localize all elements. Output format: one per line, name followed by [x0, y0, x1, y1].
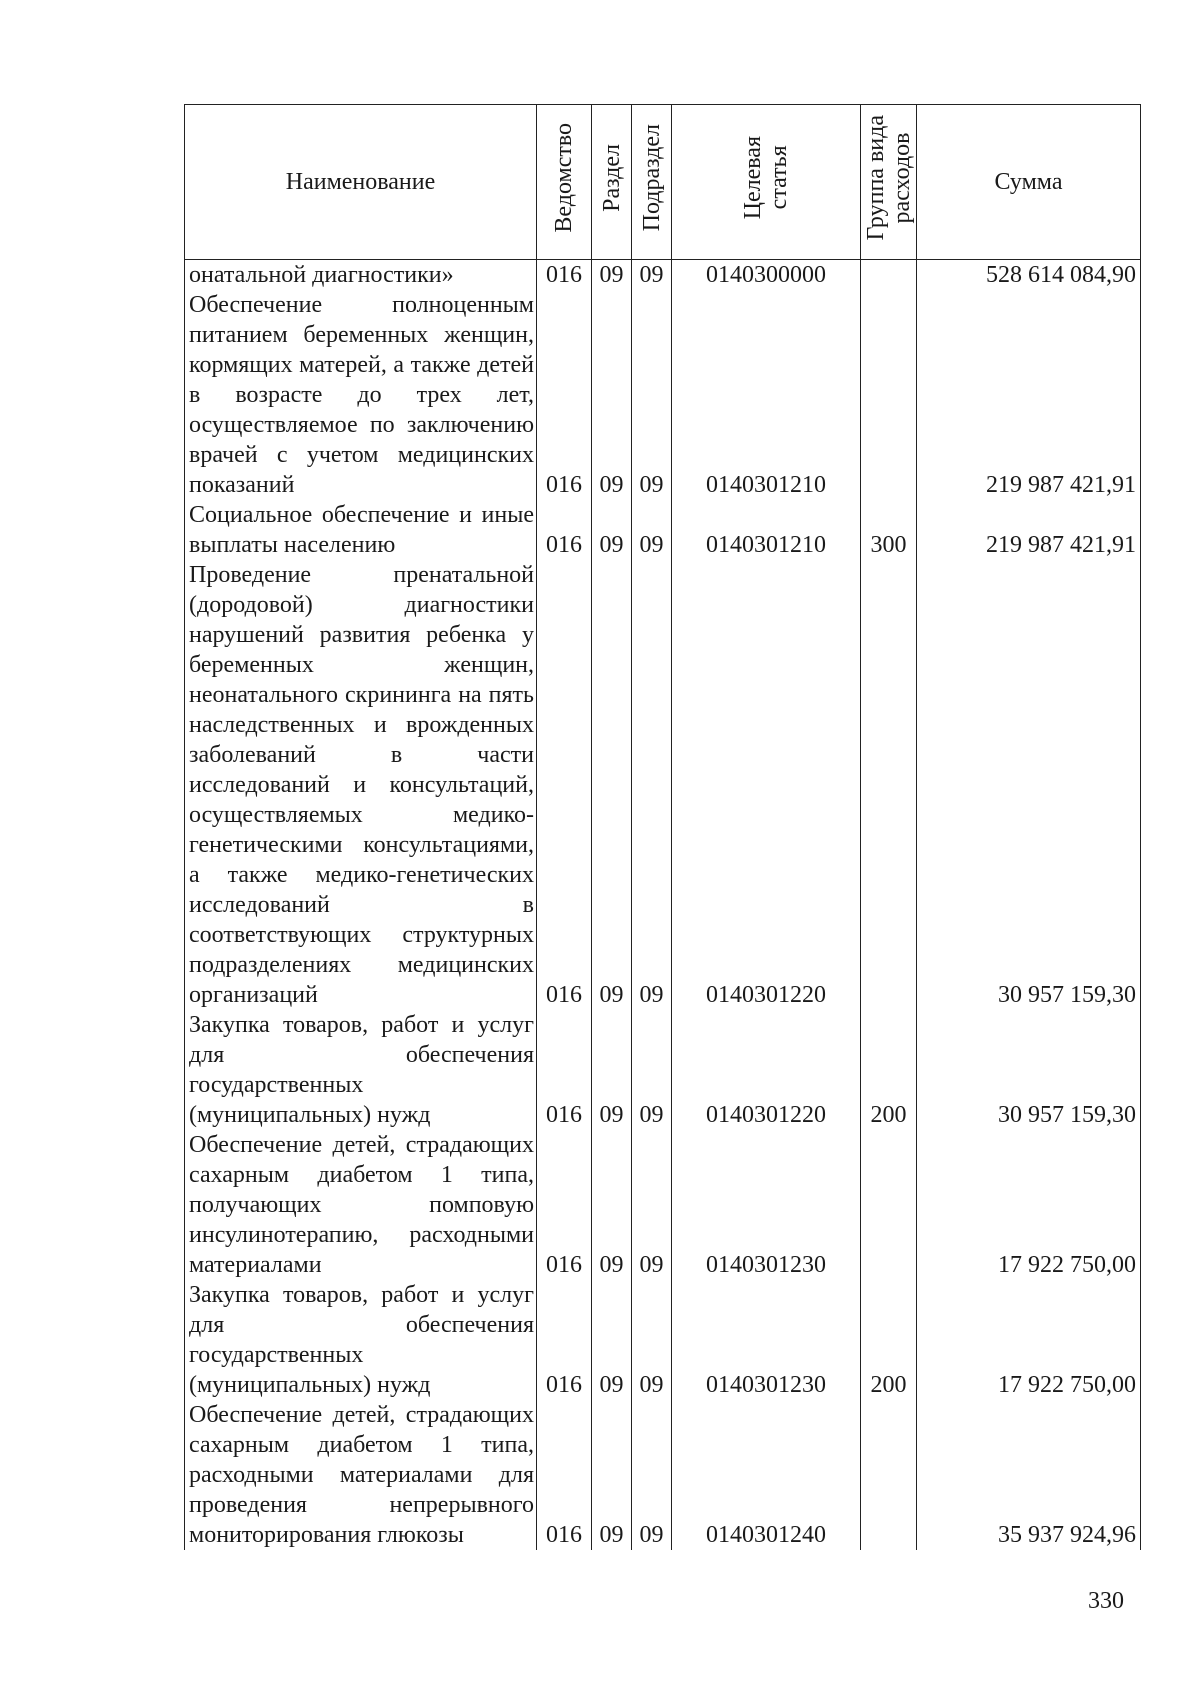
- table-row: [185, 500, 1141, 560]
- cell-expense-group: [861, 1130, 917, 1280]
- header-subsection: Подраздел: [632, 105, 672, 260]
- table-row: [185, 1130, 1141, 1280]
- cell-target-item: 0140301240: [672, 1400, 861, 1550]
- cell-expense-group: 200: [861, 1280, 917, 1400]
- cell-sum: 30 957 159,30: [917, 560, 1141, 1010]
- cell-subsection: 09: [632, 260, 672, 291]
- table-row: [185, 1010, 1141, 1130]
- cell-sum: 30 957 159,30: [917, 1010, 1141, 1130]
- cell-expense-group: 200: [861, 1010, 917, 1130]
- table-row: [185, 260, 1141, 291]
- header-name: Наименование: [185, 105, 537, 260]
- cell-section: 09: [592, 1400, 632, 1550]
- cell-name: Закупка товаров, работ и услуг для обеспечения государственных (муниципальных) нужд: [185, 1280, 537, 1400]
- header-section: Раздел: [592, 105, 632, 260]
- header-sum: Сумма: [917, 105, 1141, 260]
- cell-department: 016: [537, 290, 592, 500]
- cell-department: 016: [537, 1400, 592, 1550]
- cell-target-item: 0140301210: [672, 500, 861, 560]
- cell-expense-group: [861, 260, 917, 291]
- cell-subsection: 09: [632, 1280, 672, 1400]
- cell-department: 016: [537, 260, 592, 291]
- cell-sum: 17 922 750,00: [917, 1130, 1141, 1280]
- cell-name: Социальное обеспечение и иные выплаты населению: [185, 500, 537, 560]
- cell-sum: 528 614 084,90: [917, 260, 1141, 291]
- cell-subsection: 09: [632, 1130, 672, 1280]
- cell-department: 016: [537, 500, 592, 560]
- cell-target-item: 0140301220: [672, 560, 861, 1010]
- cell-sum: 35 937 924,96: [917, 1400, 1141, 1550]
- cell-subsection: 09: [632, 500, 672, 560]
- cell-section: 09: [592, 260, 632, 291]
- table-row: [185, 1400, 1141, 1550]
- cell-name: Обеспечение полноценным питанием беременных женщин, кормящих матерей, а также детей в возрасте до трех лет, осуществляемое по заключению врачей с учетом медицинских показаний: [185, 290, 537, 500]
- cell-target-item: 0140301220: [672, 1010, 861, 1130]
- table-row: [185, 560, 1141, 1010]
- cell-name: Обеспечение детей, страдающих сахарным диабетом 1 типа, получающих помповую инсулинотерапию, расходными материалами: [185, 1130, 537, 1280]
- cell-name: Обеспечение детей, страдающих сахарным диабетом 1 типа, расходными материалами для проведения непрерывного мониторирования глюкозы: [185, 1400, 537, 1550]
- cell-name: онатальной диагностики»: [185, 260, 537, 291]
- cell-subsection: 09: [632, 1400, 672, 1550]
- cell-department: 016: [537, 1010, 592, 1130]
- cell-expense-group: [861, 290, 917, 500]
- cell-section: 09: [592, 1010, 632, 1130]
- header-department: Ведомство: [537, 105, 592, 260]
- cell-sum: 219 987 421,91: [917, 500, 1141, 560]
- cell-sum: 219 987 421,91: [917, 290, 1141, 500]
- cell-section: 09: [592, 560, 632, 1010]
- cell-expense-group: [861, 1400, 917, 1550]
- table-body: [185, 260, 1141, 1551]
- cell-subsection: 09: [632, 1010, 672, 1130]
- table-row: [185, 1280, 1141, 1400]
- cell-target-item: 0140301210: [672, 290, 861, 500]
- cell-section: 09: [592, 290, 632, 500]
- table-row: [185, 290, 1141, 500]
- cell-department: 016: [537, 1130, 592, 1280]
- cell-target-item: 0140300000: [672, 260, 861, 291]
- cell-target-item: 0140301230: [672, 1130, 861, 1280]
- cell-section: 09: [592, 500, 632, 560]
- cell-target-item: 0140301230: [672, 1280, 861, 1400]
- cell-section: 09: [592, 1280, 632, 1400]
- cell-sum: 17 922 750,00: [917, 1280, 1141, 1400]
- cell-subsection: 09: [632, 290, 672, 500]
- budget-table: [184, 104, 1141, 1550]
- cell-name: Проведение пренатальной (дородовой) диагностики нарушений развития ребенка у беременных женщин, неонатального скрининга на пять наследственных и врожденных заболеваний в части исследований и консультаций, осуществляемых медико-генетическими консультациями, а также медико-генетических исследований в соответствующих структурных подразделениях медицинских организаций: [185, 560, 537, 1010]
- cell-name: Закупка товаров, работ и услуг для обеспечения государственных (муниципальных) нужд: [185, 1010, 537, 1130]
- cell-department: 016: [537, 1280, 592, 1400]
- table-header-row: [185, 105, 1141, 260]
- header-expense-group: Группа вида расходов: [861, 105, 917, 260]
- cell-expense-group: [861, 560, 917, 1010]
- header-target-item: Целевая статья: [672, 105, 861, 260]
- cell-expense-group: 300: [861, 500, 917, 560]
- cell-subsection: 09: [632, 560, 672, 1010]
- cell-section: 09: [592, 1130, 632, 1280]
- cell-department: 016: [537, 560, 592, 1010]
- page-number: 330: [1088, 1588, 1124, 1614]
